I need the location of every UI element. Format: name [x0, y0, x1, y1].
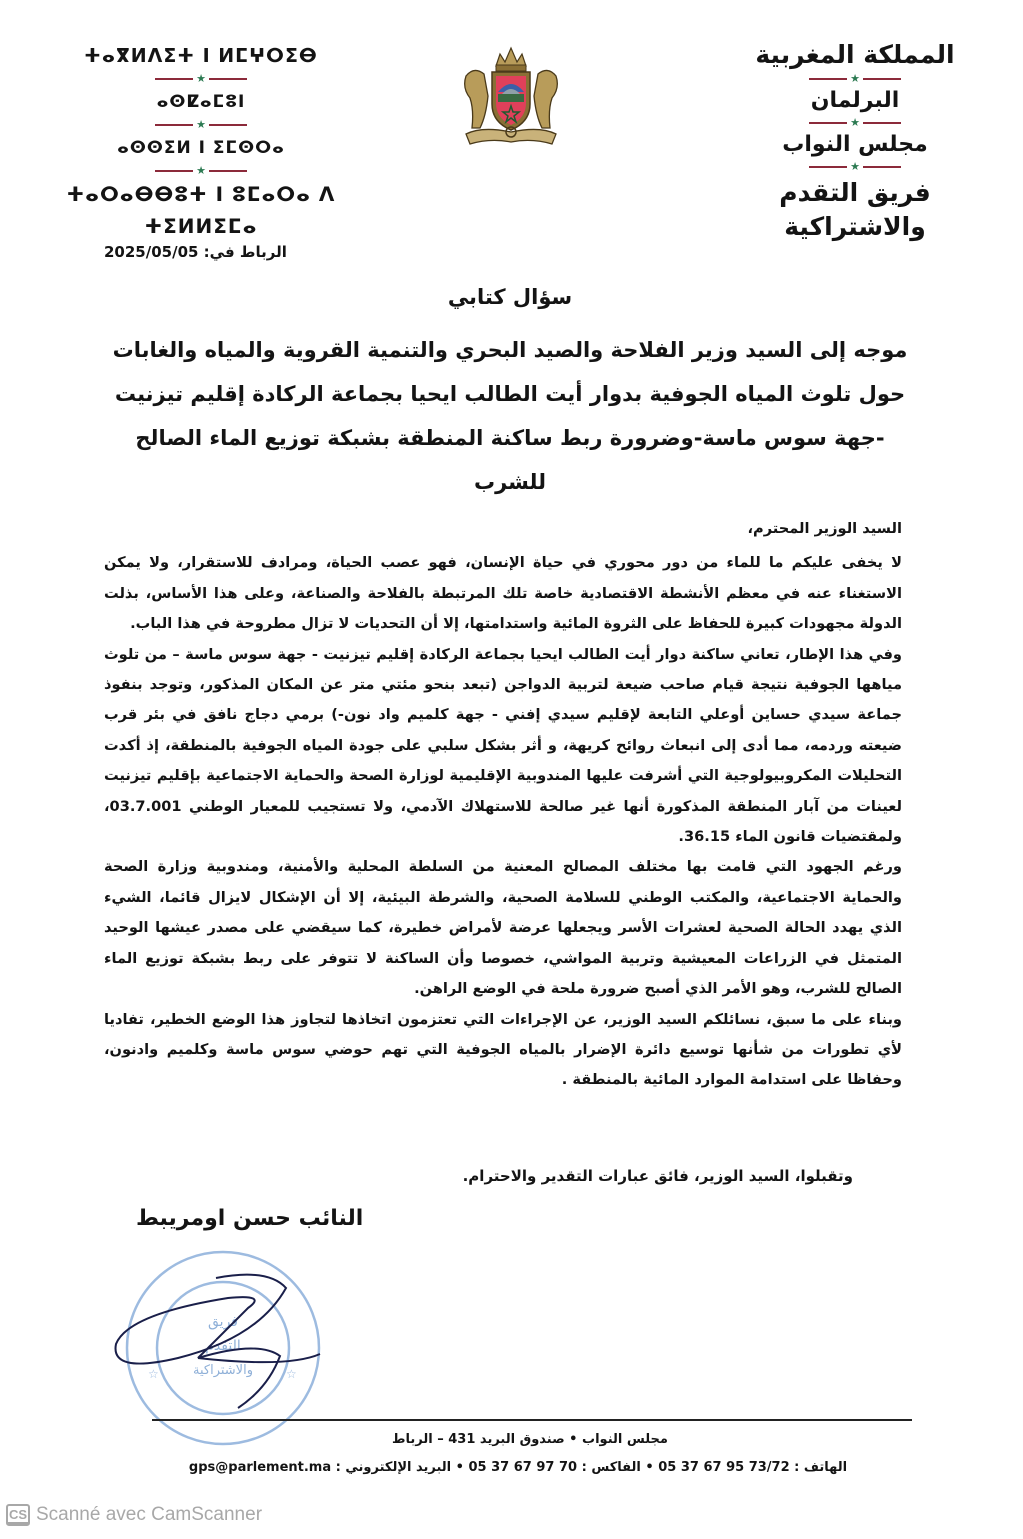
parliament-title: البرلمان [810, 88, 900, 113]
document-type: سؤال كتابي [447, 285, 573, 309]
subject-line: موجه إلى السيد وزير الفلاحة والصيد البحري والتنمية القروية والمياه والغابات [112, 338, 908, 362]
paragraph: ورغم الجهود التي قامت بها مختلف المصالح المعنية من السلطة المحلية والأمنية، ومندوبية وزارة الصحة والحماية الاجتماعية، والمكتب الوطني للسلامة الصحية، والشرطة البيئية، إلا أن الإشكال لايزال قائما، الشيء الذي يهدد الحالة الصحية لعشرات الأسر ويجعلها عرضة لأمراض خطيرة، كما سيقضي على مصدر عيشها الوحيد المتمثل في الزراعات المعيشية وتربية المواشي، خصوصا وأن الساكنة لا تتوفر على ربط بشبكة توزيع الماء الصالح للشرب، وهو الأمر الذي أصبح ضرورة ملحة في الوضع الراهن. [104, 858, 902, 998]
paragraph: لا يخفى عليكم ما للماء من دور محوري في حياة الإنسان، فهو عصب الحياة، ومرادف للاستقرار، ولا يمكن الاستغناء عنه في معظم الأنشطة الاقتصادية خاصة تلك المرتبطة بالفلاحة والصناعة، وعلى هذا الأساس، بذلت الدولة مجهودات كبيرة للحفاظ على الثروة المائية واستدامتها، إلا أن التحديات لا تزال مطروحة في هذا الباب. [104, 554, 902, 633]
star-icon: ★ [196, 164, 206, 177]
star-icon: ★ [196, 72, 206, 85]
question-title-block [110, 282, 910, 504]
svg-text:والاشتراكية: والاشتراكية [193, 1363, 253, 1378]
moroccan-coat-of-arms-icon [452, 36, 570, 154]
separator [725, 116, 985, 130]
footer-contact: الهاتف : 73/72 95 67 37 05 • الفاكس : 70 97 67 37 05 • البريد الإلكتروني : gps@parlement.ma [188, 1460, 848, 1475]
footer-address: مجلس النواب • صندوق البريد 431 – الرباط [392, 1432, 668, 1447]
letterhead-arabic [725, 38, 985, 244]
star-icon: ★ [850, 160, 860, 173]
group-title-tifinagh: ⵜⴰⵔⴰⴱⴱⵓⵜ ⵏ ⵓⵎⴰⵔⴰ ⴷ ⵜⵉⵍⵍⵉⵎⴰ [66, 182, 336, 238]
separator [725, 160, 985, 174]
kingdom-title-tifinagh: ⵜⴰⴳⵍⴷⵉⵜ ⵏ ⵍⵎⵖⵔⵉⴱ [84, 45, 318, 67]
star-icon: ★ [850, 116, 860, 129]
official-stamp [108, 1238, 328, 1458]
camscanner-watermark [6, 1504, 262, 1526]
subject-line: حول تلوث المياه الجوفية بدوار أيت الطالب ايحيا بجماعة الركادة إقليم تيزنيت [114, 382, 906, 406]
letter-body [104, 514, 902, 1096]
group-title: فريق التقدم والاشتراكية [779, 178, 931, 241]
salutation: السيد الوزير المحترم، [747, 520, 902, 537]
separator [36, 164, 366, 178]
separator [36, 118, 366, 132]
camscanner-logo-icon: CS [6, 1504, 30, 1526]
kingdom-title: المملكة المغربية [755, 40, 955, 69]
signatory-name: النائب حسن اومريبط [136, 1206, 364, 1231]
subject-line: -جهة سوس ماسة-وضرورة ربط ساكنة المنطقة بشبكة توزيع الماء الصالح للشرب [135, 426, 885, 494]
star-icon: ★ [196, 118, 206, 131]
letterhead-tifinagh [36, 40, 366, 242]
paragraph: وفي هذا الإطار، تعاني ساكنة دوار أيت الطالب ايحيا بجماعة الركادة إقليم تيزنيت - جهة سوس ماسة – من تلوث مياهها الجوفية نتيجة قيام صاحب ضيعة لتربية الدواجن (تبعد بنحو مئتي متر عن المكان المذكور، وتوجد بنفوذ جماعة سيدي حساين أوعلي التابعة لإقليم سيدي إفني - جهة كلميم واد نون-) برمي دجاج نافق في بئر قرب ضيعته وردمه، مما أدى إلى انبعاث روائح كريهة، و أثر بشكل سلبي على جودة المياه الجوفية بالمنطقة، إذ أكدت التحليلات المكروبيولوجية التي أشرفت عليها المندوبية الإقليمية لوزارة الصحة والحماية الاجتماعية بإقليم تيزنيت لعينات من آبار المنطقة المذكورة أنها غير صالحة للاستهلاك الآدمي، ولا تستجيب للمعيار الوطني 03.7.001، ولمقتضيات قانون الماء 36.15. [104, 645, 902, 846]
parliament-title-tifinagh: ⴰⵙⵇⴰⵎⵓⵏ [156, 92, 246, 112]
svg-text:☆: ☆ [148, 1367, 159, 1381]
footer-divider [152, 1419, 912, 1421]
svg-text:☆: ☆ [286, 1367, 297, 1381]
document-date: الرباط في: 2025/05/05 [104, 243, 287, 261]
separator [36, 72, 366, 86]
separator [725, 72, 985, 86]
paragraph: وبناء على ما سبق، نسائلكم السيد الوزير، عن الإجراءات التي تعتزمون اتخاذها لتجاوز هذا الوضع الخطير، تفاديا لأي تطورات من شأنها توسيع دائرة الإضرار بالمياه الجوفية التي تهم حوضي سوس ماسة وكلميم وادنون، وحفاظا على استدامة الموارد المائية بالمنطقة . [104, 1010, 902, 1089]
closing-line: وتقبلوا، السيد الوزير، فائق عبارات التقدير والاحترام. [462, 1167, 853, 1185]
house-title-tifinagh: ⴰⵙⵙⵉⵍ ⵏ ⵉⵎⵙⵔⴰ [117, 138, 285, 158]
watermark-text: Scanné avec CamScanner [36, 1504, 263, 1525]
svg-text:التقدم: التقدم [205, 1338, 241, 1354]
star-icon: ★ [850, 72, 860, 85]
stamp-text: فريق [208, 1314, 238, 1330]
house-title: مجلس النواب [782, 132, 928, 157]
